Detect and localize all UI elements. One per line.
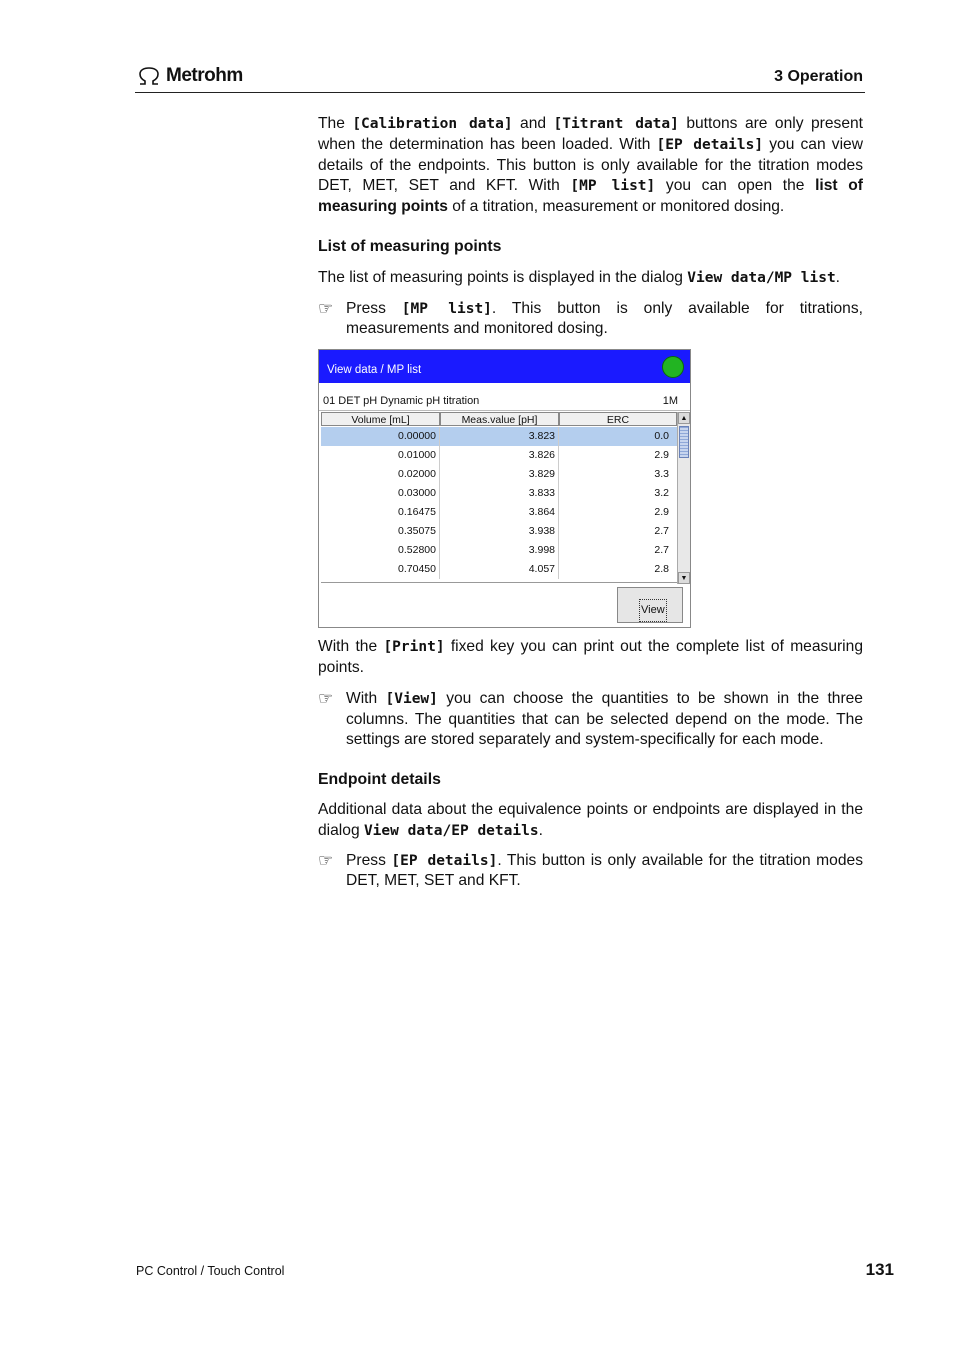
column-header-meas-value[interactable]: Meas.value [pH] (440, 412, 559, 426)
status-led-icon (662, 356, 684, 378)
volume-cell: 0.02000 (321, 465, 440, 484)
view-button-ref: [View] (385, 690, 438, 707)
pointing-hand-icon: ☞ (318, 298, 334, 318)
meas-value-cell: 3.823 (440, 427, 559, 446)
table-row[interactable] (321, 560, 677, 579)
titrant-data-ref: [Titrant data] (553, 116, 679, 132)
main-content (318, 114, 863, 892)
print-key-ref: [Print] (383, 639, 445, 656)
measuring-points-table (321, 412, 689, 583)
volume-cell: 0.01000 (321, 446, 440, 465)
view-data-mp-list-dialog (318, 349, 691, 628)
volume-cell: 0.70450 (321, 560, 440, 579)
tip-ep-details: ☞ Press [EP details]. This button is only available for the titration modes DET, MET, SET and KFT. (318, 851, 863, 893)
erc-cell: 3.3 (654, 468, 669, 481)
view-button[interactable] (617, 587, 683, 623)
tip-view: ☞ With [View] you can choose the quantities to be shown in the three columns. The quantities that can be selected depend on the mode. The settings are stored separately and system-specifically for each mode. (318, 689, 863, 751)
dialog-title: View data / MP list (327, 364, 422, 377)
heading-list-of-measuring-points: List of measuring points (318, 237, 502, 255)
method-info: 01 DET pH Dynamic pH titration (323, 395, 480, 408)
table-row[interactable] (321, 446, 677, 465)
meas-value-cell: 3.864 (440, 503, 559, 522)
tip-mp-list: ☞ Press [MP list]. This button is only available for titrations, measurements and monitored dosing. (318, 299, 863, 341)
erc-cell: 2.7 (654, 544, 669, 557)
logo-text: Metrohm (166, 65, 243, 86)
erc-cell: 2.8 (654, 563, 669, 576)
table-row[interactable] (321, 541, 677, 560)
mp-list-paragraph: The list of measuring points is displayed in the dialog View data/MP list. (318, 268, 841, 286)
erc-cell: 0.0 (654, 430, 669, 443)
print-paragraph: With the [Print] fixed key you can print out the complete list of measuring points. (318, 638, 863, 676)
metrohm-logo (137, 65, 243, 87)
mp-list-ref: [MP list] (570, 178, 656, 195)
meas-value-cell: 3.826 (440, 446, 559, 465)
intro-paragraph: The [Calibration data] and [Titrant data] buttons are only present when the determination has been loaded. With [EP details] you can view details of the endpoints. This button is only available for the titration modes DET, MET, SET and KFT. With [MP list] you can open the list of measuring points of a titration, measurement or monitored dosing. (318, 115, 864, 216)
scroll-thumb[interactable] (679, 426, 689, 458)
erc-cell: 2.9 (654, 506, 669, 519)
meas-value-cell: 3.938 (440, 522, 559, 541)
dialog-info-line (319, 384, 690, 411)
view-button-label: View (639, 599, 667, 622)
meas-value-cell: 4.057 (440, 560, 559, 579)
volume-cell: 0.03000 (321, 484, 440, 503)
meas-value-cell: 3.829 (440, 465, 559, 484)
erc-cell: 2.7 (654, 525, 669, 538)
column-header-volume[interactable]: Volume [mL] (321, 412, 440, 426)
footer-product: PC Control / Touch Control (136, 1264, 285, 1278)
ep-details-paragraph: Additional data about the equivalence points or endpoints are displayed in the dialog View data/EP details. (318, 800, 863, 839)
ep-details-ref: [EP details] (656, 136, 764, 153)
page-header (135, 62, 865, 93)
table-row[interactable] (321, 427, 677, 446)
view-data-mp-list-ref: View data/MP list (687, 269, 836, 286)
mp-list-button-ref: [MP list] (401, 300, 492, 317)
determination-info: 1M (662, 395, 678, 408)
heading-endpoint-details: Endpoint details (318, 771, 441, 789)
ep-details-button-ref: [EP details] (391, 852, 498, 869)
view-data-ep-details-ref: View data/EP details (363, 822, 539, 839)
pointing-hand-icon: ☞ (318, 688, 334, 708)
meas-value-cell: 3.998 (440, 541, 559, 560)
meas-value-cell: 3.833 (440, 484, 559, 503)
table-row[interactable] (321, 503, 677, 522)
dialog-title-bar (319, 350, 690, 383)
erc-cell: 2.9 (654, 449, 669, 462)
vertical-scrollbar[interactable] (677, 412, 690, 584)
volume-cell: 0.16475 (321, 503, 440, 522)
volume-cell: 0.00000 (321, 427, 440, 446)
volume-cell: 0.52800 (321, 541, 440, 560)
chapter-title: 3 Operation (774, 68, 863, 85)
page-number: 131 (865, 1260, 894, 1279)
omega-icon (137, 66, 161, 86)
table-row[interactable] (321, 522, 677, 541)
list-of-mp-term: list of measuring points (318, 177, 863, 216)
erc-cell: 3.2 (654, 487, 669, 500)
scroll-up-arrow-icon[interactable]: ▲ (678, 412, 690, 424)
column-header-erc[interactable]: ERC (559, 412, 677, 426)
table-row[interactable] (321, 484, 677, 503)
calibration-data-ref: [Calibration data] (352, 116, 513, 132)
table-row[interactable] (321, 465, 677, 484)
pointing-hand-icon: ☞ (318, 850, 334, 870)
volume-cell: 0.35075 (321, 522, 440, 541)
scroll-down-arrow-icon[interactable]: ▼ (678, 572, 690, 584)
